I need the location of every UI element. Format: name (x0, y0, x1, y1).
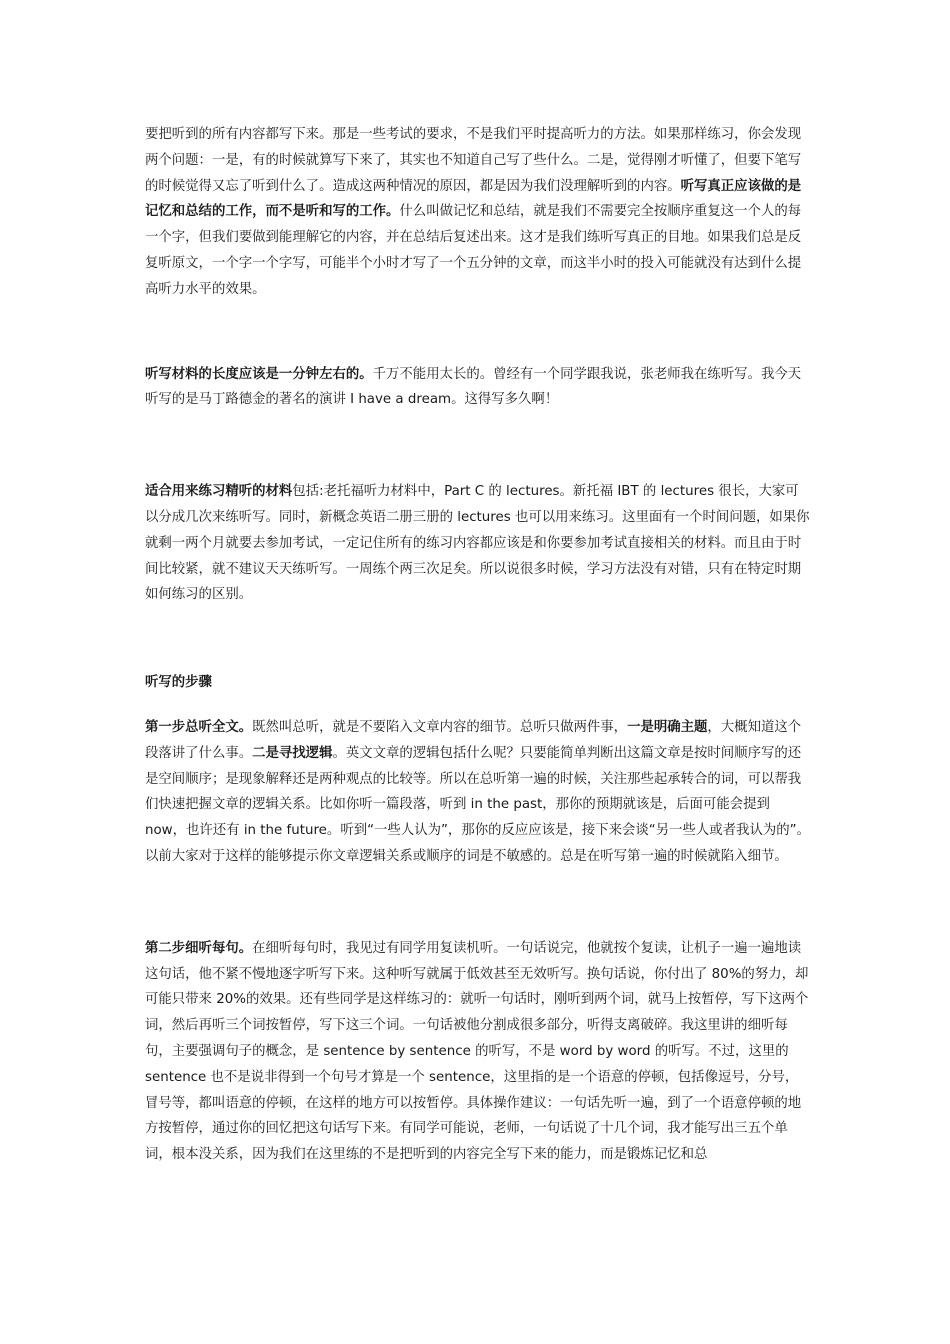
bold-emphasis: 适合用来练习精听的材料 (145, 484, 293, 500)
bold-emphasis: 听写真正应该做的是记忆和总结的工作，而不是听和写的工作。 (145, 178, 802, 220)
bold-emphasis: 第二步细听每句。 (145, 940, 253, 956)
paragraph-step-two (145, 936, 810, 1168)
text: ，大概知道这个段落讲了什么事。 (145, 719, 802, 761)
section-heading: 听写的步骤 (145, 675, 212, 691)
bold-emphasis: 一是明确主题 (627, 719, 708, 735)
paragraph-material-length (145, 362, 810, 414)
text: 千万不能用太长的。曾经有一个同学跟我说，张老师我在练听写。我今天听写的是马丁路德金的著名的演讲 I have a dream。这得写多久啊！ (145, 366, 802, 408)
paragraph-step-one (145, 715, 810, 870)
bold-emphasis: 第一步总听全文。 (145, 719, 253, 735)
text: 要把听到的所有内容都写下来。那是一些考试的要求，不是我们平时提高听力的方法。如果那样练习，你会发现两个问题：一是，有的时候就算写下来了，其实也不知道自己写了些什么。二是，觉得刚才听懂了，但要下笔写的时候觉得又忘了听到什么了。造成这两种情况的原因，都是因为我们没理解听到的内容。 (145, 127, 802, 194)
paragraph-dictation-method (145, 122, 810, 303)
paragraph-suitable-materials (145, 479, 810, 608)
text: 包括:老托福听力材料中，Part C 的 lectures。新托福 IBT 的 lectures 很长，大家可以分成几次来练听写。同时，新概念英语二册三册的 lectures 也可以用来练习。这里面有一个时间问题，如果你就剩一两个月就要去参加考试，一定记住所有的练习内容都应该是和你要参加考试直接相关的材料。而且由于时间比较紧，就不建议天天练听写。一周练个两三次足矣。所以说很多时候，学习方法没有对错，只有在特定时期如何练习的区别。 (145, 484, 810, 603)
bold-emphasis: 听写材料的长度应该是一分钟左右的。 (145, 366, 373, 382)
text: 什么叫做记忆和总结，就是我们不需要完全按顺序重复这一个人的每一个字，但我们要做到能理解它的内容，并在总结后复述出来。这才是我们练听写真正的目地。如果我们总是反复听原文，一个字一个字写，可能半个小时才写了一个五分钟的文章，而这半小时的投入可能就没有达到什么提高听力水平的效果。 (145, 204, 802, 297)
text: 。英文文章的逻辑包括什么呢？只要能简单判断出这篇文章是按时间顺序写的还是空间顺序；是现象解释还是两种观点的比较等。所以在总听第一遍的时候，关注那些起承转合的词，可以帮我们快速把握文章的逻辑关系。比如你听一篇段落，听到 in the past，那你的预期就该是，后面可能会提到 now，也许还有 in the future。听到“一些人认为”，那你的反应应该是，接下来会谈“另一些人或者我认为的”。以前大家对于这样的能够提示你文章逻辑关系或顺序的词是不敏感的。总是在听写第一遍的时候就陷入细节。 (145, 745, 810, 864)
bold-emphasis: 二是寻找逻辑 (252, 745, 333, 761)
text: 在细听每句时，我见过有同学用复读机听。一句话说完，他就按个复读，让机子一遍一遍地读这句话，他不紧不慢地逐字听写下来。这种听写就属于低效甚至无效听写。换句话说，你付出了 80%的努力，却可能只带来 20%的效果。还有些同学是这样练习的：就听一句话时，刚听到两个词，就马上按暂停，写下这两个词，然后再听三个词按暂停，写下这三个词。一句话被他分割成很多部分，听得支离破碎。我这里讲的细听每句，主要强调句子的概念，是 sentence by sentence 的听写，不是 word by word 的听写。不过，这里的 sentence 也不是说非得到一个句号才算是一个 sentence，这里指的是一个语意的停顿，包括像逗号，分号，冒号等，都叫语意的停顿，在这样的地方可以按暂停。具体操作建议：一句话先听一遍，到了一个语意停顿的地方按暂停，通过你的回忆把这句话写下来。有同学可能说，老师，一句话说了十几个词，我才能写出三五个单词，根本没关系，因为我们在这里练的不是把听到的内容完全写下来的能力，而是锻炼记忆和总 (145, 940, 809, 1163)
text: 既然叫总听，就是不要陷入文章内容的细节。总听只做两件事， (252, 719, 628, 735)
document-page (145, 122, 810, 1168)
